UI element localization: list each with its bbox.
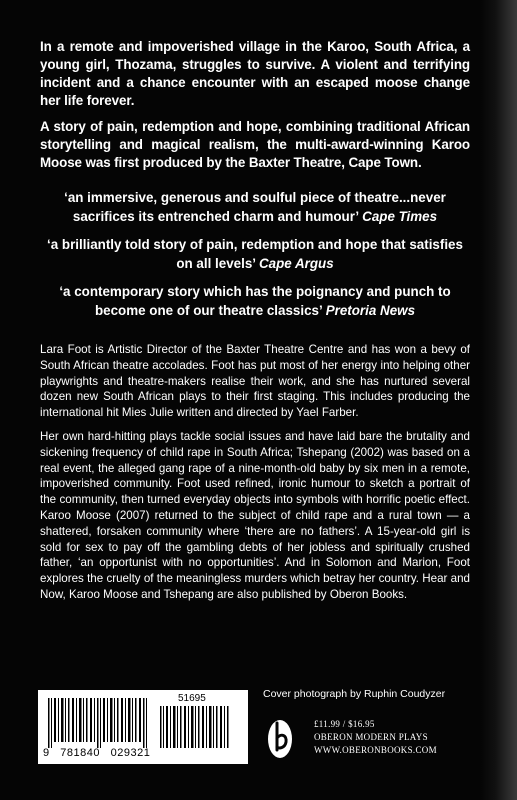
- review-source: Pretoria News: [325, 303, 416, 318]
- review-quote: ‘a brilliantly told story of pain, redemption and hope that satisfies on all levels’ Cape Argus: [47, 237, 463, 271]
- isbn-number: 9 781840 029321: [43, 747, 151, 759]
- price-label: £11.99 / $16.95: [314, 719, 375, 729]
- review-quote: ‘a contemporary story which has the poignancy and punch to become one of our theatre classics’ Pretoria News: [59, 284, 451, 318]
- synopsis-paragraph: A story of pain, redemption and hope, combining traditional African storytelling and magical realism, the multi-award-winning Karoo Moose was first produced by the Baxter Theatre, Cape Town.: [40, 119, 470, 170]
- page-edge-shadow: [481, 0, 517, 800]
- author-bio-paragraph: Her own hard-hitting plays tackle social issues and have laid bare the brutality and sickening frequency of child rape in South Africa; Tshepang (2002) was based on a real event, the alleged gang rape of a nine-month-old baby by six men in a remote, impoverished community. Foot used refined, ironic humour to sketch a portrait of the community, then turned everyday objects into symbols with horrific poetic effect. Karoo Moose (2007) returned to the subject of child rape and a rural town — a shattered, forsaken community where ‘there are no fathers’. A 15-year-old girl is sold for sex to pay off the gambling debts of her jobless and spiritually crushed father, ‘an opportunist with no opportunities’. And in Solomon and Marion, Foot explores the cruelty of the meaningless murders which betray her country. Hear and Now, Karoo Moose and Tshepang are also published by Oberon Books.: [40, 429, 470, 601]
- review-quote: ‘an immersive, generous and soulful piece of theatre...never sacrifices its entrenched charm and humour’ Cape Times: [64, 190, 446, 224]
- barcode-bars: [38, 690, 248, 750]
- cover-photo-credit: Cover photograph by Ruphin Coudyzer: [263, 688, 446, 700]
- back-cover-text: [40, 38, 470, 603]
- series-name: OBERON MODERN PLAYS: [314, 732, 428, 742]
- publisher-website: WWW.OBERONBOOKS.COM: [314, 745, 437, 755]
- isbn-barcode: [38, 690, 248, 764]
- oberon-logo-icon: [266, 714, 294, 760]
- author-bio-paragraph: Lara Foot is Artistic Director of the Baxter Theatre Centre and has won a bevy of South African theatre accolades. Foot has put most of her energy into helping other playwrights and theatre-makers realise their work, and she has nurtured several dozen new South African plays to their first staging. This includes producing the international hit Mies Julie written and directed by Yael Farber.: [40, 343, 470, 420]
- synopsis-paragraph: In a remote and impoverished village in the Karoo, South Africa, a young girl, Thozama, struggles to survive. A violent and terrifying incident and a chance encounter with an escaped moose change her life forever.: [40, 39, 470, 108]
- review-source: Cape Times: [362, 209, 438, 224]
- publisher-info: [314, 718, 437, 757]
- barcode-price-code: 51695: [178, 693, 206, 704]
- review-source: Cape Argus: [258, 256, 334, 271]
